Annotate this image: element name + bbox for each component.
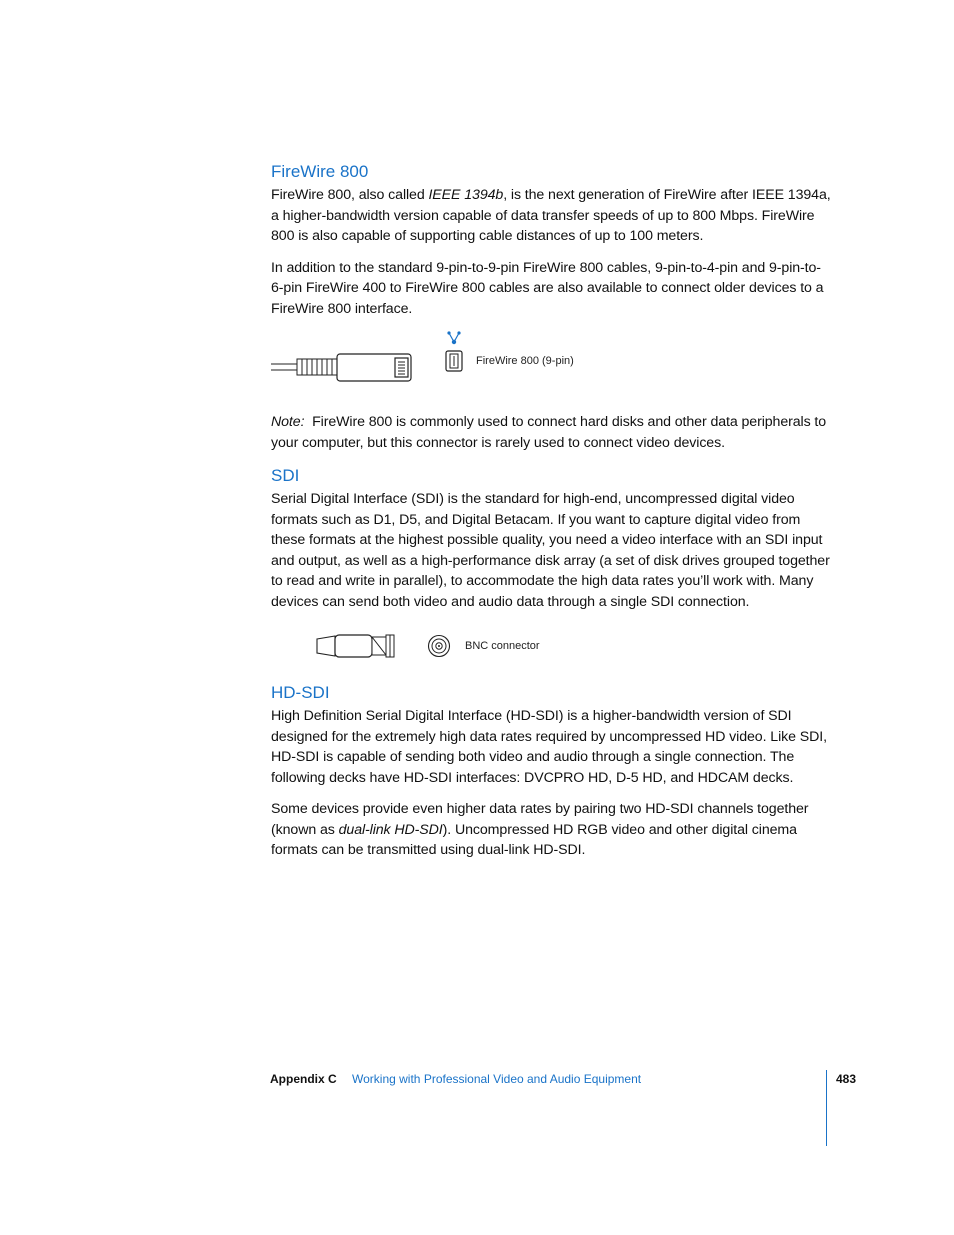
hdsdi-paragraph-1: High Definition Serial Digital Interface (HD-SDI) is a higher-bandwidth version of SDI designed for the extremely high data rates required by uncompressed HD video. Like SDI, HD-SDI is capable of sending both video and audio through a single connection. The following decks have HD-SDI interfaces: DVCPRO HD, D-5 HD, and HDCAM decks. [271,708,827,786]
footer-chapter-title: Working with Professional Video and Audio Equipment [352,1072,642,1086]
bnc-figure-caption: BNC connector [465,640,540,652]
text-run: , is the next generation of FireWire after IEEE 1394a, a higher-bandwidth version capable of data transfer speeds of up to 800 Mbps. FireWire 800 is also capable of supporting cable distances of up to 100 meters. [271,187,831,244]
hdsdi-paragraph-2 [271,799,831,861]
text-run: FireWire 800, also called [271,187,429,203]
note-text: FireWire 800 is commonly used to connect hard disks and other data peripherals to your computer, but this connector is rarely used to connect video devices. [271,414,827,451]
section-heading-firewire: FireWire 800 [271,162,369,181]
firewire-figure [271,330,831,404]
page-number: 483 [836,1072,857,1086]
text-run: Some devices provide even higher data rates by pairing two HD-SDI channels together (known as [271,801,809,838]
firewire-symbol-icon [446,330,462,346]
firewire-note [271,412,831,453]
note-label: Note: [271,414,305,430]
footer-divider [826,1070,827,1146]
bnc-figure [271,623,831,681]
main-content [271,160,831,872]
text-run: ). Uncompressed HD RGB video and other digital cinema formats can be transmitted using dual-link HD-SDI. [271,821,797,858]
bnc-cable-illustration [315,633,397,659]
emphasis-ieee-1394b: IEEE 1394b [428,187,504,203]
sdi-paragraph-1: Serial Digital Interface (SDI) is the standard for high-end, uncompressed digital video formats such as D1, D5, and Digital Betacam. If you want to capture digital video from these formats at the highest possible quality, you need a video interface with an SDI input and output, as well as a high-performance disk array (a set of disk drives grouped together to read and write in parallel), to accommodate the high data rates you’ll work with. Many devices can send both video and audio data through a single SDI connection. [271,491,830,610]
section-heading-hd-sdi: HD-SDI [271,683,330,702]
firewire-figure-caption: FireWire 800 (9-pin) [476,355,574,367]
firewire-paragraph-2: In addition to the standard 9-pin-to-9-pin FireWire 800 cables, 9-pin-to-4-pin and 9-pin-to-6-pin FireWire 400 to FireWire 800 cables are also available to connect older devices to a FireWire 800 interface. [271,259,824,317]
firewire-paragraph-1 [271,185,831,247]
section-heading-sdi: SDI [271,466,300,485]
page-footer [270,1072,641,1086]
emphasis-dual-link: dual-link HD-SDI [338,821,443,838]
bnc-port-icon [427,634,451,658]
footer-appendix-label: Appendix C [270,1072,337,1086]
firewire-cable-illustration [271,352,416,384]
firewire-port-icon [445,350,463,372]
